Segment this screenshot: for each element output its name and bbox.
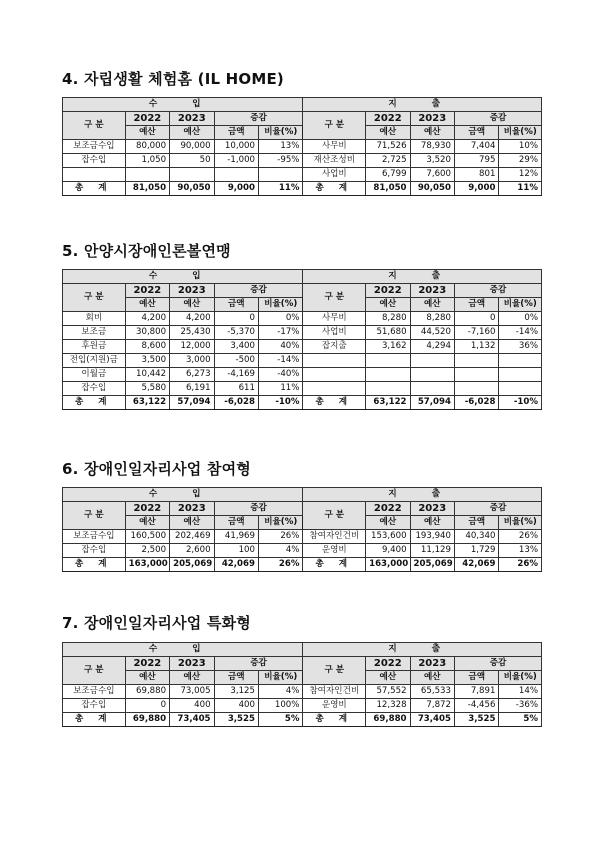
budget-header: 예산 [410,516,454,530]
year-header: 2022 [125,657,169,671]
year-header: 2023 [170,284,214,298]
total-label: 총 계 [63,713,126,727]
row-value: 90,000 [170,140,214,154]
row-value [410,382,454,396]
row-value: 9,400 [366,544,410,558]
total-value: -10% [499,396,542,410]
row-value: 202,469 [170,530,214,544]
total-value: 42,069 [214,558,258,572]
row-value: 1,729 [455,544,499,558]
row-value: 29% [499,154,542,168]
budget-header: 예산 [366,516,410,530]
row-value: 400 [214,699,258,713]
row-value: 7,600 [410,168,454,182]
change-header: 증감 [455,502,542,516]
category-header: 구 분 [303,284,366,312]
row-value: 5,580 [125,382,169,396]
total-value: -6,028 [455,396,499,410]
row-label [303,382,366,396]
total-label: 총 계 [303,182,366,196]
row-label: 잡지출 [303,340,366,354]
budget-header: 예산 [170,671,214,685]
total-row [63,713,542,727]
ratio-header: 비율(%) [499,671,542,685]
table-row [63,685,542,699]
category-header: 구 분 [303,502,366,530]
budget-header: 예산 [125,516,169,530]
row-value: 8,280 [410,312,454,326]
row-value: -4,169 [214,368,258,382]
total-value: 42,069 [455,558,499,572]
row-value: 41,969 [214,530,258,544]
amount-header: 금액 [214,298,258,312]
row-value: 4,200 [170,312,214,326]
year-header: 2022 [366,284,410,298]
row-value: 3,500 [125,354,169,368]
expense-header: 지 출 [303,98,542,112]
row-value: 3,400 [214,340,258,354]
row-value: 3,000 [170,354,214,368]
row-value: 73,005 [170,685,214,699]
amount-header: 금액 [455,516,499,530]
year-header: 2022 [125,284,169,298]
budget-table [62,487,542,572]
row-value: -14% [499,326,542,340]
amount-header: 금액 [455,671,499,685]
row-value: 40% [259,340,303,354]
row-value: 6,273 [170,368,214,382]
table-row [63,382,542,396]
year-header: 2023 [410,284,454,298]
row-value: 2,600 [170,544,214,558]
row-label: 참여자인건비 [303,530,366,544]
total-value: -10% [259,396,303,410]
row-value [366,354,410,368]
row-value: 7,872 [410,699,454,713]
ratio-header: 비율(%) [259,126,303,140]
row-value: 2,500 [125,544,169,558]
row-label: 사무비 [303,312,366,326]
total-value: 205,069 [410,558,454,572]
row-value: 10% [499,140,542,154]
total-label: 총 계 [303,558,366,572]
row-value [410,354,454,368]
row-value: 40,340 [455,530,499,544]
row-label: 회비 [63,312,126,326]
amount-header: 금액 [214,126,258,140]
row-value: 8,600 [125,340,169,354]
row-value: -5,370 [214,326,258,340]
total-value: 90,050 [170,182,214,196]
row-value: 50 [170,154,214,168]
row-value: 795 [455,154,499,168]
row-value: 12,000 [170,340,214,354]
section-title: 7. 장애인일자리사업 특화형 [62,614,251,632]
table-row [63,354,542,368]
row-value: -95% [259,154,303,168]
income-header: 수 입 [63,98,303,112]
row-label: 보조금수입 [63,530,126,544]
category-header: 구 분 [63,657,126,685]
row-value: 400 [170,699,214,713]
row-value: 0% [499,312,542,326]
row-label: 재산조성비 [303,154,366,168]
row-value: 12,328 [366,699,410,713]
budget-table [62,269,542,410]
row-value: 13% [499,544,542,558]
row-value: 611 [214,382,258,396]
ratio-header: 비율(%) [259,516,303,530]
total-row [63,396,542,410]
table-row [63,154,542,168]
total-value: 81,050 [125,182,169,196]
change-header: 증감 [214,502,303,516]
category-header: 구 분 [63,502,126,530]
change-header: 증감 [214,657,303,671]
row-value: 0 [214,312,258,326]
row-value: 3,162 [366,340,410,354]
row-value: 100% [259,699,303,713]
total-value: 5% [499,713,542,727]
row-value [410,368,454,382]
ratio-header: 비율(%) [499,126,542,140]
row-label: 사업비 [303,326,366,340]
table-row [63,168,542,182]
total-value: 5% [259,713,303,727]
expense-header: 지 출 [303,270,542,284]
row-value [366,382,410,396]
ratio-header: 비율(%) [259,671,303,685]
row-value [499,382,542,396]
row-value: 6,191 [170,382,214,396]
row-value: 3,520 [410,154,454,168]
budget-table [62,642,542,727]
income-header: 수 입 [63,270,303,284]
row-value: 4,294 [410,340,454,354]
total-row [63,558,542,572]
row-value: 4% [259,685,303,699]
row-value: 30,800 [125,326,169,340]
budget-table [62,97,542,196]
row-label: 전입(지원)금 [63,354,126,368]
row-label: 보조금수입 [63,685,126,699]
header-row [63,284,542,298]
row-value: 0% [259,312,303,326]
total-value: 73,405 [170,713,214,727]
total-value: 3,525 [455,713,499,727]
row-value: 65,533 [410,685,454,699]
table-row [63,544,542,558]
row-value [366,368,410,382]
total-label: 총 계 [63,396,126,410]
row-value: 12% [499,168,542,182]
row-value: 7,404 [455,140,499,154]
year-header: 2022 [366,502,410,516]
total-value: 163,000 [125,558,169,572]
row-value: -1,000 [214,154,258,168]
total-value: 63,122 [366,396,410,410]
row-value: 10,000 [214,140,258,154]
year-header: 2022 [366,112,410,126]
row-label: 사업비 [303,168,366,182]
row-value: 80,000 [125,140,169,154]
header-row [63,657,542,671]
budget-header: 예산 [366,298,410,312]
year-header: 2023 [170,112,214,126]
budget-header: 예산 [410,671,454,685]
row-value: 26% [259,530,303,544]
total-value: 81,050 [366,182,410,196]
total-value: 69,880 [125,713,169,727]
row-label: 잡수입 [63,382,126,396]
total-value: 63,122 [125,396,169,410]
header-row [63,98,542,112]
total-value: 9,000 [455,182,499,196]
table-row [63,340,542,354]
year-header: 2022 [366,657,410,671]
budget-header: 예산 [170,298,214,312]
category-header: 구 분 [63,284,126,312]
budget-header: 예산 [366,126,410,140]
table-row [63,530,542,544]
total-row [63,182,542,196]
row-value: -7,160 [455,326,499,340]
change-header: 증감 [455,284,542,298]
total-value: 205,069 [170,558,214,572]
total-value: -6,028 [214,396,258,410]
row-label [63,168,126,182]
row-value [499,368,542,382]
row-value: 71,526 [366,140,410,154]
row-value: 801 [455,168,499,182]
total-label: 총 계 [63,558,126,572]
expense-header: 지 출 [303,488,542,502]
row-value: 0 [455,312,499,326]
total-value: 11% [499,182,542,196]
total-label: 총 계 [303,713,366,727]
budget-header: 예산 [366,671,410,685]
year-header: 2023 [410,657,454,671]
row-value: 160,500 [125,530,169,544]
row-value [455,368,499,382]
row-value [125,168,169,182]
row-value: 3,125 [214,685,258,699]
row-label: 잡수입 [63,154,126,168]
row-label: 잡수입 [63,544,126,558]
row-value: 78,930 [410,140,454,154]
table-row [63,326,542,340]
header-row [63,270,542,284]
year-header: 2022 [125,112,169,126]
total-value: 90,050 [410,182,454,196]
header-row [63,112,542,126]
total-value: 26% [259,558,303,572]
expense-header: 지 출 [303,643,542,657]
total-value: 26% [499,558,542,572]
total-value: 73,405 [410,713,454,727]
total-label: 총 계 [303,396,366,410]
row-value: 1,132 [455,340,499,354]
table-row [63,699,542,713]
total-value: 163,000 [366,558,410,572]
change-header: 증감 [214,112,303,126]
row-label: 보조금 [63,326,126,340]
row-value: 0 [125,699,169,713]
row-value: 26% [499,530,542,544]
row-value: 14% [499,685,542,699]
row-value: -500 [214,354,258,368]
row-value: 2,725 [366,154,410,168]
row-value: 1,050 [125,154,169,168]
row-value: 44,520 [410,326,454,340]
budget-header: 예산 [125,671,169,685]
change-header: 증감 [455,657,542,671]
row-value: 13% [259,140,303,154]
ratio-header: 비율(%) [259,298,303,312]
amount-header: 금액 [455,126,499,140]
row-value: 193,940 [410,530,454,544]
row-value: 36% [499,340,542,354]
year-header: 2022 [125,502,169,516]
row-label: 이월금 [63,368,126,382]
section-title: 4. 자립생활 체험홈 (IL HOME) [62,70,284,88]
row-label [303,354,366,368]
table-row [63,312,542,326]
category-header: 구 분 [303,112,366,140]
row-label: 잡수입 [63,699,126,713]
row-value: 25,430 [170,326,214,340]
income-header: 수 입 [63,643,303,657]
row-label: 후원금 [63,340,126,354]
row-label: 보조금수입 [63,140,126,154]
header-row [63,502,542,516]
header-row [63,488,542,502]
ratio-header: 비율(%) [499,298,542,312]
row-value [499,354,542,368]
category-header: 구 분 [303,657,366,685]
change-header: 증감 [214,284,303,298]
row-label: 참여자인건비 [303,685,366,699]
row-value [170,168,214,182]
row-value: 4,200 [125,312,169,326]
row-value: -14% [259,354,303,368]
year-header: 2023 [410,502,454,516]
ratio-header: 비율(%) [499,516,542,530]
row-label: 운영비 [303,544,366,558]
row-value: 11,129 [410,544,454,558]
row-value [214,168,258,182]
amount-header: 금액 [455,298,499,312]
header-row [63,643,542,657]
row-value [455,354,499,368]
row-value: 153,600 [366,530,410,544]
total-value: 69,880 [366,713,410,727]
row-value: 100 [214,544,258,558]
total-label: 총 계 [63,182,126,196]
income-header: 수 입 [63,488,303,502]
budget-header: 예산 [125,298,169,312]
header-row [63,671,542,685]
row-value [455,382,499,396]
row-label: 사무비 [303,140,366,154]
total-value: 3,525 [214,713,258,727]
row-value: 6,799 [366,168,410,182]
amount-header: 금액 [214,516,258,530]
row-value: 51,680 [366,326,410,340]
row-value: 4% [259,544,303,558]
section-title: 6. 장애인일자리사업 참여형 [62,460,251,478]
budget-header: 예산 [410,298,454,312]
row-value: 10,442 [125,368,169,382]
row-value: 7,891 [455,685,499,699]
row-value [259,168,303,182]
header-row [63,126,542,140]
year-header: 2023 [170,502,214,516]
row-value: -36% [499,699,542,713]
row-label [303,368,366,382]
amount-header: 금액 [214,671,258,685]
budget-header: 예산 [125,126,169,140]
row-value: -40% [259,368,303,382]
total-value: 11% [259,182,303,196]
row-value: 8,280 [366,312,410,326]
table-row [63,368,542,382]
year-header: 2023 [410,112,454,126]
total-value: 57,094 [170,396,214,410]
row-value: -17% [259,326,303,340]
budget-header: 예산 [170,126,214,140]
budget-header: 예산 [410,126,454,140]
total-value: 57,094 [410,396,454,410]
category-header: 구 분 [63,112,126,140]
change-header: 증감 [455,112,542,126]
section-title: 5. 안양시장애인론볼연맹 [62,242,231,260]
row-label: 운영비 [303,699,366,713]
budget-header: 예산 [170,516,214,530]
header-row [63,298,542,312]
row-value: 11% [259,382,303,396]
header-row [63,516,542,530]
row-value: 57,552 [366,685,410,699]
year-header: 2023 [170,657,214,671]
total-value: 9,000 [214,182,258,196]
row-value: -4,456 [455,699,499,713]
table-row [63,140,542,154]
row-value: 69,880 [125,685,169,699]
